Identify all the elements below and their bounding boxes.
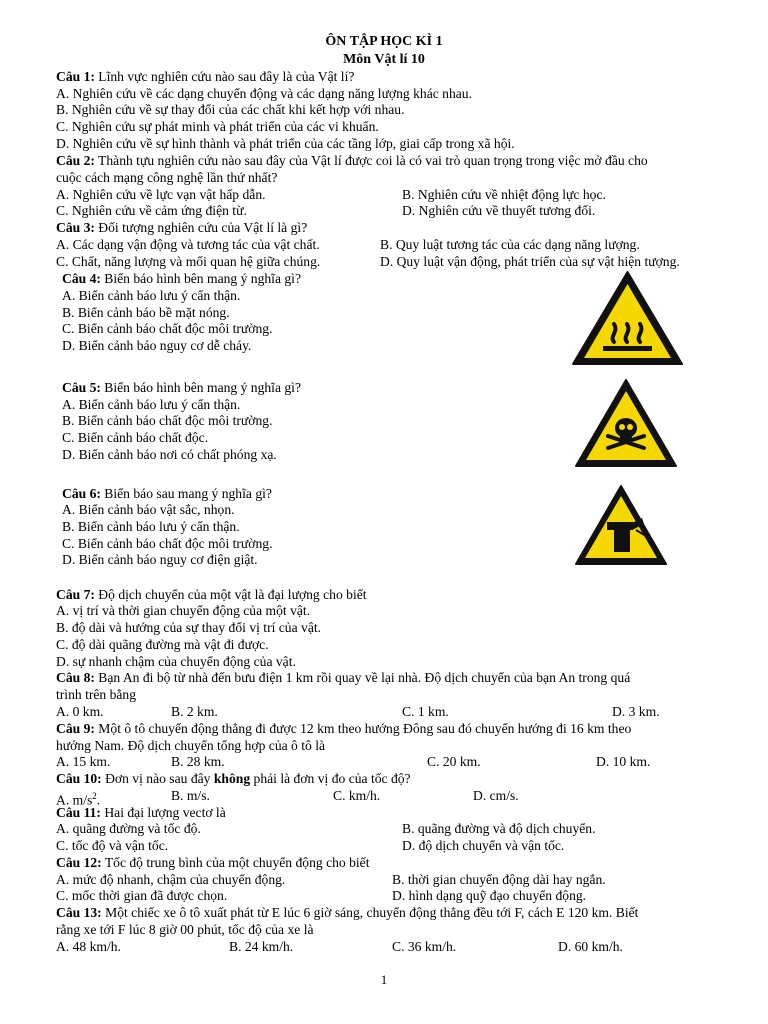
q2-option-d: D. Nghiên cứu về thuyết tương đối. xyxy=(402,203,596,218)
q5-option-d: D. Biển cảnh báo nơi có chất phóng xạ. xyxy=(62,447,277,462)
q13-option-b: B. 24 km/h. xyxy=(229,939,294,954)
q9-option-d: D. 10 km. xyxy=(596,754,651,769)
question-3: Câu 3: Đối tượng nghiên cứu của Vật lí là gì? xyxy=(56,220,308,235)
q4-option-b: B. Biển cảnh báo bề mặt nóng. xyxy=(62,305,230,320)
q9-option-b: B. 28 km. xyxy=(171,754,225,769)
question-1: Câu 1: Lĩnh vực nghiên cứu nào sau đây là của Vật lí? xyxy=(56,69,355,84)
question-7: Câu 7: Độ dịch chuyển của một vật là đại lượng cho biết xyxy=(56,587,367,602)
question-11: Câu 11: Hai đại lượng vectơ là xyxy=(56,805,226,820)
q6-option-a: A. Biển cảnh báo vật sắc, nhọn. xyxy=(62,502,235,517)
question-13: Câu 13: Một chiếc xe ô tô xuất phát từ E lúc 6 giờ sáng, chuyển động thẳng đều tới F, cách E 120 km. Biết xyxy=(56,905,639,920)
q10-option-d: D. cm/s. xyxy=(473,788,519,803)
q4-option-a: A. Biển cảnh báo lưu ý cẩn thận. xyxy=(62,288,241,303)
page-number: 1 xyxy=(380,972,388,987)
q7-option-d: D. sự nhanh chậm của chuyển động của vật. xyxy=(56,654,296,669)
q12-option-a: A. mức độ nhanh, chậm của chuyển động. xyxy=(56,872,286,887)
q8-option-b: B. 2 km. xyxy=(171,704,218,719)
q6-option-b: B. Biển cảnh báo lưu ý cẩn thận. xyxy=(62,519,240,534)
q7-option-c: C. độ dài quãng đường mà vật đi được. xyxy=(56,637,269,652)
question-10: Câu 10: Đơn vị nào sau đây không phải là đơn vị đo của tốc độ? xyxy=(56,771,411,786)
question-4: Câu 4: Biển báo hình bên mang ý nghĩa gì? xyxy=(62,271,301,286)
q11-option-b: B. quãng đường và độ dịch chuyển. xyxy=(402,821,596,836)
q9-option-c: C. 20 km. xyxy=(427,754,481,769)
q4-option-d: D. Biển cảnh báo nguy cơ dễ cháy. xyxy=(62,338,252,353)
q10-option-b: B. m/s. xyxy=(171,788,210,803)
q10-option-c: C. km/h. xyxy=(333,788,381,803)
q8-option-d: D. 3 km. xyxy=(612,704,660,719)
q1-option-d: D. Nghiên cứu về sự hình thành và phát triển của các tầng lớp, giai cấp trong xã hội. xyxy=(56,136,515,151)
q6-option-c: C. Biển cảnh báo chất độc môi trường. xyxy=(62,536,273,551)
toxic-skull-sign-icon xyxy=(574,378,678,468)
q2-option-b: B. Nghiên cứu về nhiệt động lực học. xyxy=(402,187,606,202)
q9-option-a: A. 15 km. xyxy=(56,754,111,769)
q12-option-d: D. hình dạng quỹ đạo chuyển động. xyxy=(392,888,587,903)
q5-option-b: B. Biển cảnh báo chất độc môi trường. xyxy=(62,413,273,428)
q7-option-b: B. độ dài và hướng của sự thay đổi vị trí của vật. xyxy=(56,620,322,635)
question-5: Câu 5: Biển báo hình bên mang ý nghĩa gì? xyxy=(62,380,301,395)
q2-option-c: C. Nghiên cứu về cảm ứng điện từ. xyxy=(56,203,247,218)
q1-option-c: C. Nghiên cứu sự phát minh và phát triển của các vi khuẩn. xyxy=(56,119,379,134)
page-title: ÔN TẬP HỌC KÌ 1 xyxy=(325,34,443,49)
q11-option-d: D. độ dịch chuyển và vận tốc. xyxy=(402,838,565,853)
q11-option-a: A. quãng đường và tốc độ. xyxy=(56,821,201,836)
q8-option-a: A. 0 km. xyxy=(56,704,104,719)
question-8: Câu 8: Bạn An đi bộ từ nhà đến bưu điện 1 km rồi quay về lại nhà. Độ dịch chuyển của bạn An trong quá xyxy=(56,670,631,685)
question-9-cont: hướng Nam. Độ dịch chuyển tổng hợp của ô tô là xyxy=(56,738,326,753)
q6-option-d: D. Biển cảnh báo nguy cơ điện giật. xyxy=(62,552,258,567)
q13-option-d: D. 60 km/h. xyxy=(558,939,623,954)
hot-surface-sign-icon xyxy=(571,270,684,366)
q12-option-b: B. thời gian chuyển động dài hay ngắn. xyxy=(392,872,606,887)
question-9: Câu 9: Một ô tô chuyển động thẳng đi được 12 km theo hướng Đông sau đó chuyển hướng đi 16 km theo xyxy=(56,721,632,736)
question-2-cont: cuộc cách mạng công nghệ lần thứ nhất? xyxy=(56,170,278,185)
q1-option-a: A. Nghiên cứu về các dạng chuyển động và các dạng năng lượng khác nhau. xyxy=(56,86,472,101)
q11-option-c: C. tốc độ và vận tốc. xyxy=(56,838,169,853)
q13-option-a: A. 48 km/h. xyxy=(56,939,121,954)
q8-option-c: C. 1 km. xyxy=(402,704,449,719)
q3-option-d: D. Quy luật vận động, phát triển của sự vật hiện tượng. xyxy=(380,254,680,269)
question-8-cont: trình trên bằng xyxy=(56,687,137,702)
q5-option-c: C. Biển cảnh báo chất độc. xyxy=(62,430,209,445)
q3-option-c: C. Chất, năng lượng và mối quan hệ giữa chúng. xyxy=(56,254,321,269)
question-12: Câu 12: Tốc độ trung bình của một chuyển động cho biết xyxy=(56,855,370,870)
q10-option-a: A. $m/s^2$. xyxy=(56,791,101,808)
question-13-cont: rằng xe tới F lúc 8 giờ 00 phút, tốc độ của xe là xyxy=(56,922,314,937)
sharp-hand-sign-icon xyxy=(574,484,668,566)
q3-option-b: B. Quy luật tương tác của các dạng năng lượng. xyxy=(380,237,640,252)
q2-option-a: A. Nghiên cứu về lực vạn vật hấp dẫn. xyxy=(56,187,266,202)
page-subtitle: Môn Vật lí 10 xyxy=(343,52,425,67)
q1-option-b: B. Nghiên cứu về sự thay đổi của các chất khi kết hợp với nhau. xyxy=(56,102,405,117)
question-6: Câu 6: Biển báo sau mang ý nghĩa gì? xyxy=(62,486,272,501)
q5-option-a: A. Biển cảnh báo lưu ý cẩn thận. xyxy=(62,397,241,412)
q7-option-a: A. vị trí và thời gian chuyển động của một vật. xyxy=(56,603,311,618)
q12-option-c: C. mốc thời gian đã được chọn. xyxy=(56,888,228,903)
question-2: Câu 2: Thành tựu nghiên cứu nào sau đây của Vật lí được coi là có vai trò quan trọng trong việc mở đầu cho xyxy=(56,153,648,168)
q4-option-c: C. Biển cảnh báo chất độc môi trường. xyxy=(62,321,273,336)
q13-option-c: C. 36 km/h. xyxy=(392,939,457,954)
q3-option-a: A. Các dạng vận động và tương tác của vật chất. xyxy=(56,237,320,252)
